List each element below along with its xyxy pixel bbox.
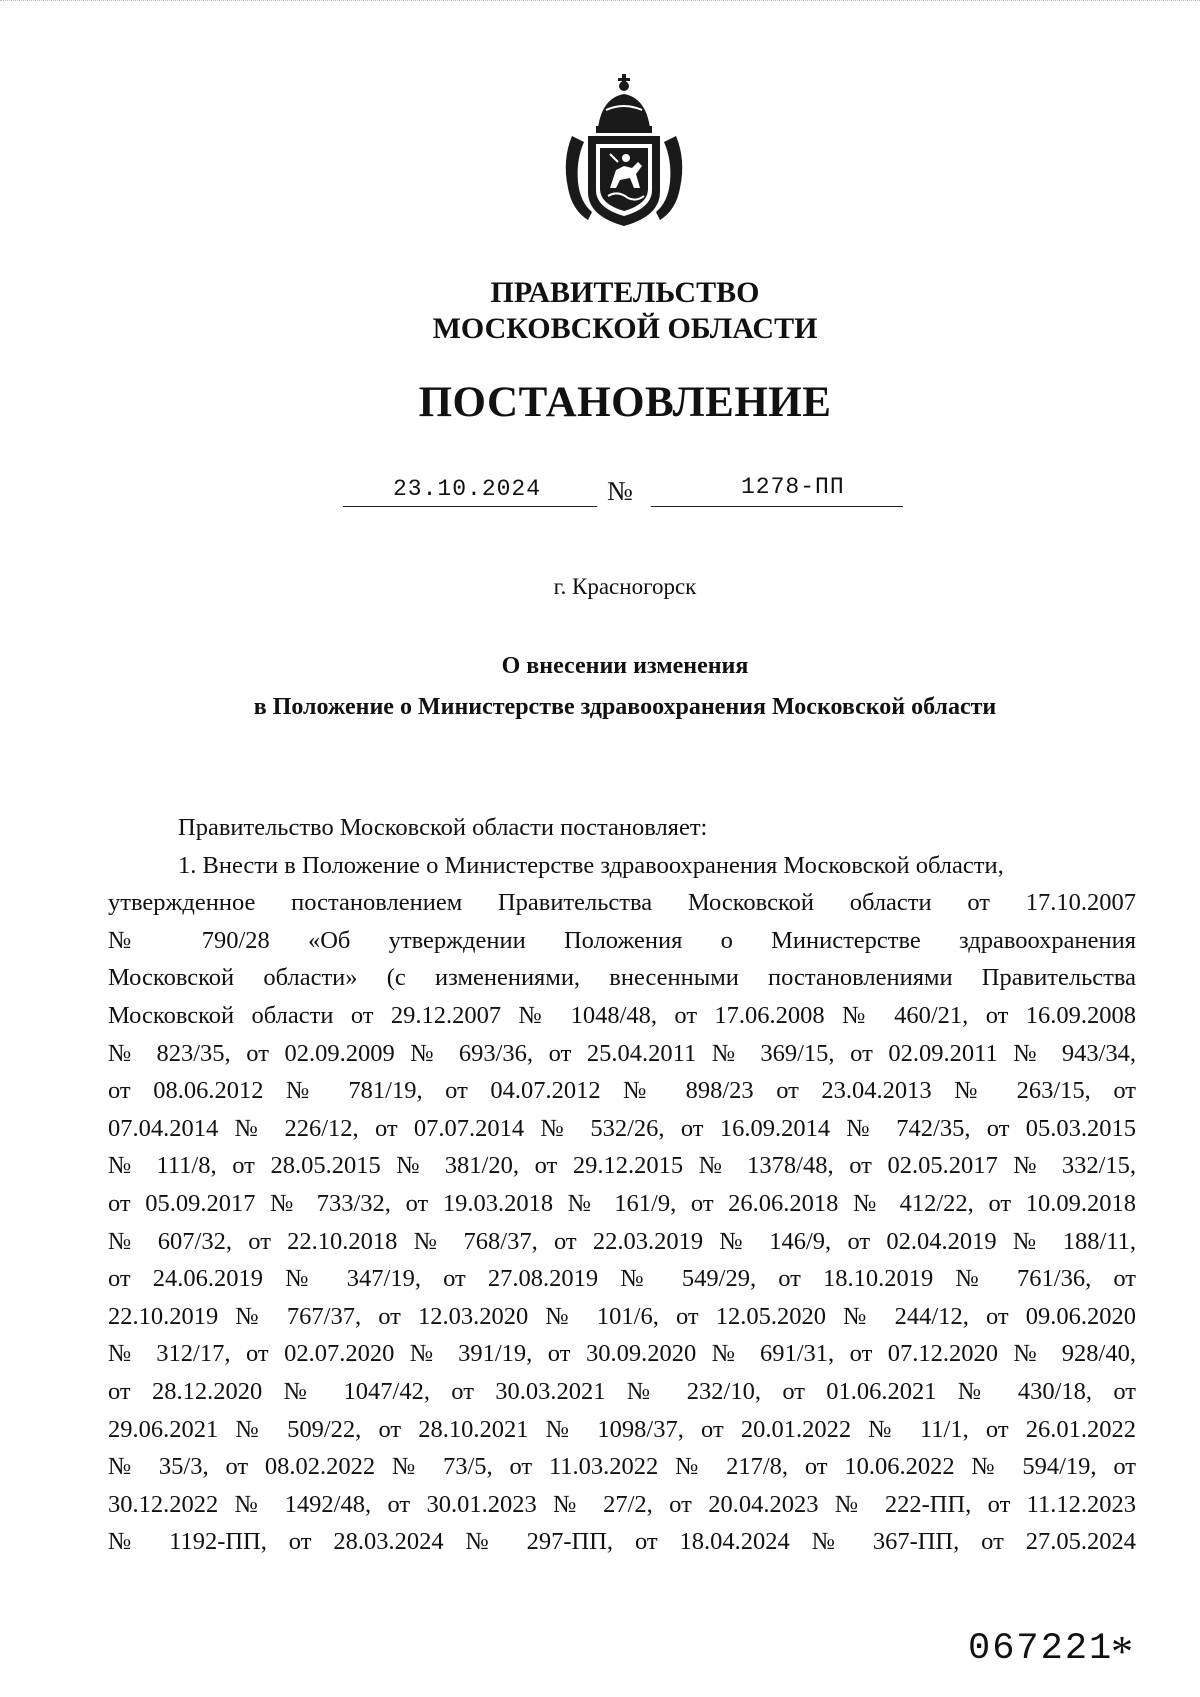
title-line1: О внесении изменения <box>501 653 749 679</box>
coat-of-arms-icon <box>558 70 690 230</box>
body-line: № 111/8, от 28.05.2015 № 381/20, от 29.12.2015 № 1378/48, от 02.05.2017 № 332/15, <box>108 1152 1136 1180</box>
city: г. Красногорск <box>553 574 697 599</box>
body-text <box>108 809 1136 1561</box>
body-line: Московской области» (с изменениями, внесенными постановлениями Правительства <box>108 964 1136 992</box>
body-line: от 28.12.2020 № 1047/42, от 30.03.2021 № 232/10, от 01.06.2021 № 430/18, от <box>108 1377 1136 1405</box>
document-title <box>0 646 1200 728</box>
body-line: Правительство Московской области постановляет: <box>178 814 708 841</box>
body-line: № 312/17, от 02.07.2020 № 391/19, от 30.09.2020 № 691/31, от 07.12.2020 № 928/40, <box>108 1340 1136 1368</box>
date-number-row <box>343 470 903 510</box>
body-line: 07.04.2014 № 226/12, от 07.07.2014 № 532/26, от 16.09.2014 № 742/35, от 05.03.2015 <box>108 1114 1136 1142</box>
body-line: № 35/3, от 08.02.2022 № 73/5, от 11.03.2022 № 217/8, от 10.06.2022 № 594/19, от <box>108 1453 1136 1481</box>
number-sign: № <box>607 476 633 506</box>
serial-number: 067221 <box>968 1628 1114 1670</box>
body-line: Московской области от 29.12.2007 № 1048/48, от 17.06.2008 № 460/21, от 16.09.2008 <box>108 1001 1136 1029</box>
title-line2: в Положение о Министерстве здравоохранения Московской области <box>253 694 997 720</box>
body-line: № 1192-ПП, от 28.03.2024 № 297-ПП, от 18.04.2024 № 367-ПП, от 27.05.2024 <box>108 1528 1136 1556</box>
body-line: утвержденное постановлением Правительства Московской области от 17.10.2007 <box>108 889 1136 917</box>
number-field <box>651 470 903 507</box>
government-name <box>0 275 1200 347</box>
body-line: 29.06.2021 № 509/22, от 28.10.2021 № 1098/37, от 20.01.2022 № 11/1, от 26.01.2022 <box>108 1415 1136 1443</box>
asterisk-icon: * <box>1111 1627 1133 1676</box>
body-line: № 790/28 «Об утверждении Положения о Министерстве здравоохранения <box>108 926 1136 954</box>
body-line: от 08.06.2012 № 781/19, от 04.07.2012 № 898/23 от 23.04.2013 № 263/15, от <box>108 1077 1136 1105</box>
document-type: ПОСТАНОВЛЕНИЕ <box>418 379 832 426</box>
scan-edge-noise <box>0 0 1200 15</box>
document-date: 23.10.2024 <box>393 476 542 502</box>
body-line: 1. Внести в Положение о Министерстве здравоохранения Московской области, <box>178 851 1004 879</box>
document-number: 1278-ПП <box>741 474 845 500</box>
body-line: № 823/35, от 02.09.2009 № 693/36, от 25.04.2011 № 369/15, от 02.09.2011 № 943/34, <box>108 1039 1136 1067</box>
body-line: 30.12.2022 № 1492/48, от 30.01.2023 № 27/2, от 20.04.2023 № 222-ПП, от 11.12.2023 <box>108 1490 1136 1518</box>
date-field <box>343 470 597 507</box>
body-line: 22.10.2019 № 767/37, от 12.03.2020 № 101/6, от 12.05.2020 № 244/12, от 09.06.2020 <box>108 1302 1136 1330</box>
government-name-line1: ПРАВИТЕЛЬСТВО <box>490 276 760 309</box>
government-name-line2: МОСКОВСКОЙ ОБЛАСТИ <box>432 312 818 345</box>
body-line: от 05.09.2017 № 733/32, от 19.03.2018 № 161/9, от 26.06.2018 № 412/22, от 10.09.2018 <box>108 1189 1136 1217</box>
body-line: № 607/32, от 22.10.2018 № 768/37, от 22.03.2019 № 146/9, от 02.04.2019 № 188/11, <box>108 1227 1136 1255</box>
body-line: от 24.06.2019 № 347/19, от 27.08.2019 № 549/29, от 18.10.2019 № 761/36, от <box>108 1265 1136 1293</box>
